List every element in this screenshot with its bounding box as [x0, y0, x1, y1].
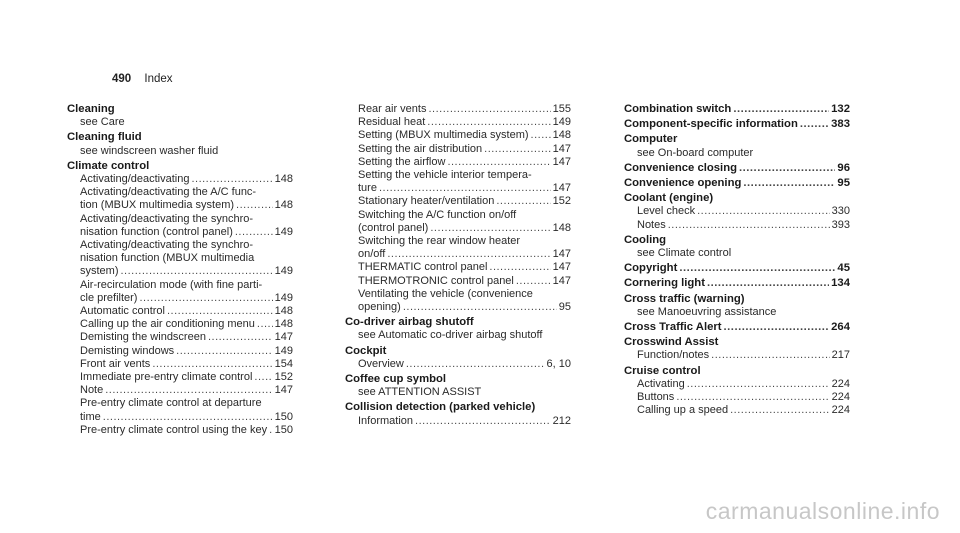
- index-keyword: Computer: [624, 133, 678, 146]
- index-subentry: [67, 331, 293, 344]
- dot-leader: [139, 292, 272, 305]
- index-subentry: [345, 156, 571, 169]
- page-ref: 148: [274, 305, 293, 318]
- index-subentry: Activating/deactivating the synchro-: [80, 239, 254, 252]
- page-ref: 147: [552, 155, 571, 168]
- index-keyword: Coolant (engine): [624, 192, 714, 205]
- index-subentry: [345, 103, 571, 116]
- page-ref: 6, 10: [546, 357, 571, 370]
- index-subentry: Ventilating the vehicle (convenience: [358, 287, 533, 300]
- subentry-text: Buttons: [637, 391, 675, 404]
- index-entry: [345, 373, 571, 399]
- dot-leader: [167, 305, 273, 318]
- page-ref: 149: [274, 225, 293, 238]
- index-keyword: Component-specific information: [624, 118, 798, 131]
- index-entry: [67, 160, 293, 437]
- subentry-text: THERMATIC control panel: [358, 261, 488, 274]
- page-ref: 330: [831, 205, 850, 218]
- subentry-text: Rear air vents: [358, 103, 427, 115]
- page-ref: 152: [274, 371, 293, 384]
- subentry-text: time: [80, 410, 101, 423]
- page-ref: 393: [831, 218, 850, 231]
- page-ref: 134: [831, 277, 850, 290]
- dot-leader: [235, 226, 273, 239]
- index-subentry: [345, 261, 571, 274]
- dot-leader: [733, 103, 829, 116]
- index-keyword: Co-driver airbag shutoff: [345, 316, 474, 329]
- subentry-text: Residual heat: [358, 116, 426, 129]
- dot-leader: [257, 318, 273, 331]
- index-subentry: [67, 173, 293, 186]
- dot-leader: [679, 262, 835, 275]
- index-subentry: [67, 371, 293, 384]
- subentry-text: Front air vents: [80, 357, 151, 370]
- index-keyword: Cross traffic (warning): [624, 292, 745, 305]
- dot-leader: [105, 384, 272, 397]
- index-keyword: Cross Traffic Alert: [624, 321, 722, 334]
- index-keyword: Collision detection (parked vehicle): [345, 401, 536, 414]
- index-entry: [624, 234, 850, 260]
- page-ref: 148: [552, 129, 571, 142]
- dot-leader: [516, 275, 551, 288]
- index-subentry: [67, 345, 293, 358]
- dot-leader: [531, 129, 551, 142]
- page-ref: 96: [837, 161, 850, 174]
- dot-leader: [254, 371, 272, 384]
- index-subentry: [624, 205, 850, 218]
- index-keyword: Crosswind Assist: [624, 336, 719, 349]
- index-subentry: [345, 301, 571, 314]
- page-ref: 45: [837, 262, 850, 275]
- index-subentry: see ATTENTION ASSIST: [358, 386, 482, 399]
- page-ref: 149: [274, 344, 293, 357]
- page-ref: 212: [552, 414, 571, 427]
- subentry-text: Note: [80, 384, 104, 397]
- index-keyword-row: [624, 262, 850, 275]
- index-subentry: Setting the vehicle interior tempera-: [358, 169, 532, 182]
- subentry-text: Pre-entry climate control using the key: [80, 423, 268, 436]
- index-keyword: Cornering light: [624, 277, 705, 290]
- index-subentry: [624, 378, 850, 391]
- dot-leader: [676, 391, 829, 404]
- dot-leader: [711, 349, 829, 362]
- index-subentry: [345, 415, 571, 428]
- page-ref: 152: [552, 195, 571, 208]
- index-entry: [624, 277, 850, 290]
- page-ref: 149: [274, 291, 293, 304]
- page-ref: 224: [831, 391, 850, 404]
- index-keyword: Copyright: [624, 262, 678, 275]
- index-keyword: Convenience opening: [624, 177, 742, 190]
- page-ref: 147: [552, 248, 571, 261]
- dot-leader: [176, 345, 272, 358]
- page-ref: 154: [274, 357, 293, 370]
- subentry-text: Calling up the air conditioning menu: [80, 318, 255, 331]
- subentry-text: Stationary heater/ventilation: [358, 195, 495, 208]
- index-entry: [624, 133, 850, 159]
- dot-leader: [379, 182, 551, 195]
- page-ref: 95: [837, 177, 850, 190]
- subentry-text: opening): [358, 301, 401, 314]
- index-subentry: see Automatic co-driver airbag shutoff: [358, 329, 543, 342]
- index-entry: [624, 365, 850, 418]
- subentry-text: Setting the air distribution: [358, 142, 483, 155]
- index-subentry: Activating/deactivating the A/C func-: [80, 186, 257, 199]
- index-entry: [345, 103, 571, 314]
- dot-leader: [415, 415, 551, 428]
- index-subentry: [67, 358, 293, 371]
- page-ref: 150: [274, 410, 293, 423]
- index-entry: [624, 177, 850, 190]
- dot-leader: [743, 177, 835, 190]
- dot-leader: [447, 156, 550, 169]
- index-subentry: [624, 349, 850, 362]
- subentry-text: Immediate pre-entry climate control: [80, 371, 253, 384]
- subentry-text: Level check: [637, 205, 696, 218]
- index-subentry: [67, 305, 293, 318]
- subentry-text: Setting the airflow: [358, 155, 446, 168]
- subentry-text: Calling up a speed: [637, 404, 729, 417]
- index-subentry: [67, 199, 293, 212]
- page-ref: 147: [552, 274, 571, 287]
- index-keyword-row: [624, 118, 850, 131]
- dot-leader: [739, 162, 835, 175]
- index-subentry: [67, 384, 293, 397]
- dot-leader: [121, 265, 273, 278]
- dot-leader: [484, 143, 551, 156]
- page-ref: 132: [831, 103, 850, 115]
- index-entry: [624, 103, 850, 116]
- subentry-text: (control panel): [358, 221, 429, 234]
- page-ref: 155: [552, 103, 571, 115]
- index-subentry: [345, 143, 571, 156]
- index-keyword: Convenience closing: [624, 161, 737, 174]
- index-keyword-row: [624, 103, 850, 116]
- dot-leader: [687, 378, 830, 391]
- page-ref: 148: [274, 318, 293, 331]
- index-subentry: [345, 275, 571, 288]
- index-subentry: [345, 222, 571, 235]
- subentry-text: Demisting windows: [80, 344, 175, 357]
- dot-leader: [191, 173, 272, 186]
- page-ref: 148: [552, 221, 571, 234]
- index-keyword: Coffee cup symbol: [345, 373, 447, 386]
- index-subentry: nisation function (MBUX multimedia: [80, 252, 255, 265]
- dot-leader: [730, 404, 830, 417]
- subentry-text: Activating/deactivating: [80, 173, 190, 186]
- dot-leader: [428, 103, 550, 116]
- index-subentry: Air-recirculation mode (with fine parti-: [80, 278, 263, 291]
- index-column-2: [345, 103, 571, 430]
- index-subentry: see Care: [80, 116, 125, 129]
- page-ref: 150: [274, 423, 293, 436]
- watermark: carmanualsonline.info: [705, 498, 940, 524]
- index-subentry: see On-board computer: [637, 146, 754, 159]
- index-keyword-row: [624, 277, 850, 290]
- page-ref: 147: [552, 142, 571, 155]
- index-entry: [624, 293, 850, 319]
- index-entry: [345, 316, 571, 342]
- page-ref: 149: [552, 116, 571, 129]
- subentry-text: ture: [358, 182, 377, 195]
- dot-leader: [489, 261, 550, 274]
- index-subentry: Switching the rear window heater: [358, 235, 521, 248]
- index-subentry: [345, 182, 571, 195]
- index-subentry: [345, 116, 571, 129]
- dot-leader: [236, 199, 273, 212]
- index-keyword: Combination switch: [624, 103, 732, 115]
- dot-leader: [406, 358, 545, 371]
- index-subentry: [345, 129, 571, 142]
- subentry-text: Information: [358, 414, 414, 427]
- index-keyword-row: [624, 177, 850, 190]
- index-subentry: [624, 404, 850, 417]
- index-entry: [67, 103, 293, 129]
- index-keyword-row: [624, 321, 850, 334]
- index-keyword: Cockpit: [345, 344, 387, 357]
- dot-leader: [724, 321, 830, 334]
- page-ref: 224: [831, 377, 850, 390]
- index-subentry: Switching the A/C function on/off: [358, 208, 517, 221]
- dot-leader: [707, 277, 829, 290]
- subentry-text: Setting (MBUX multimedia system): [358, 129, 529, 142]
- index-subentry: [624, 391, 850, 404]
- subentry-text: nisation function (control panel): [80, 225, 233, 238]
- index-entry: [624, 336, 850, 362]
- index-entry: [345, 345, 571, 371]
- dot-leader: [387, 248, 550, 261]
- subentry-text: Activating: [637, 377, 685, 390]
- index-entry: [67, 131, 293, 157]
- section-title: Index: [144, 73, 173, 85]
- index-subentry: [67, 265, 293, 278]
- index-keyword-row: [624, 162, 850, 175]
- dot-leader: [800, 118, 829, 131]
- page-ref: 264: [831, 321, 850, 334]
- dot-leader: [430, 222, 550, 235]
- subentry-text: Overview: [358, 357, 404, 370]
- index-subentry: [345, 195, 571, 208]
- page-ref: 148: [274, 173, 293, 186]
- dot-leader: [103, 411, 273, 424]
- index-subentry: [67, 424, 293, 437]
- dot-leader: [668, 219, 830, 232]
- dot-leader: [208, 331, 273, 344]
- page-ref: 217: [831, 349, 850, 362]
- dot-leader: [427, 116, 550, 129]
- index-subentry: [67, 411, 293, 424]
- index-keyword: Cleaning: [67, 103, 115, 115]
- page-ref: 224: [831, 404, 850, 417]
- index-subentry: [345, 248, 571, 261]
- page-ref: 147: [552, 182, 571, 195]
- dot-leader: [496, 195, 550, 208]
- index-keyword: Cruise control: [624, 364, 701, 377]
- page-ref: 148: [274, 199, 293, 212]
- index-subentry: [67, 292, 293, 305]
- page-ref: 95: [558, 301, 571, 314]
- page-ref: 383: [831, 118, 850, 131]
- index-subentry: [67, 226, 293, 239]
- index-entry: [624, 262, 850, 275]
- subentry-text: Function/notes: [637, 349, 710, 362]
- dot-leader: [269, 424, 273, 437]
- index-subentry: see Manoeuvring assistance: [637, 305, 777, 318]
- subentry-text: THERMOTRONIC control panel: [358, 274, 514, 287]
- subentry-text: Automatic control: [80, 305, 165, 318]
- index-subentry: [624, 219, 850, 232]
- index-keyword: Cooling: [624, 233, 667, 246]
- index-entry: [624, 321, 850, 334]
- index-column-3: [624, 103, 850, 419]
- index-entry: [624, 118, 850, 131]
- index-entry: [345, 401, 571, 427]
- index-subentry: [345, 358, 571, 371]
- page-ref: 149: [274, 265, 293, 278]
- subentry-text: on/off: [358, 248, 386, 261]
- subentry-text: Demisting the windscreen: [80, 331, 206, 344]
- subentry-text: Notes: [637, 218, 666, 231]
- index-subentry: Activating/deactivating the synchro-: [80, 212, 254, 225]
- dot-leader: [152, 358, 272, 371]
- index-column-1: [67, 103, 293, 439]
- page-ref: 147: [274, 384, 293, 397]
- index-keyword: Climate control: [67, 159, 150, 172]
- index-keyword: Cleaning fluid: [67, 131, 142, 144]
- index-subentry: [67, 318, 293, 331]
- dot-leader: [403, 301, 557, 314]
- index-entry: [624, 192, 850, 232]
- subentry-text: system): [80, 265, 119, 278]
- index-subentry: Pre-entry climate control at departure: [80, 397, 262, 410]
- subentry-text: cle prefilter): [80, 291, 138, 304]
- index-entry: [624, 162, 850, 175]
- index-subentry: see Climate control: [637, 247, 732, 260]
- page-ref: 147: [552, 261, 571, 274]
- subentry-text: tion (MBUX multimedia system): [80, 199, 235, 212]
- page-number: 490: [112, 73, 132, 85]
- dot-leader: [697, 205, 830, 218]
- page-header: [112, 73, 173, 85]
- index-subentry: see windscreen washer fluid: [80, 144, 219, 157]
- page-ref: 147: [274, 331, 293, 344]
